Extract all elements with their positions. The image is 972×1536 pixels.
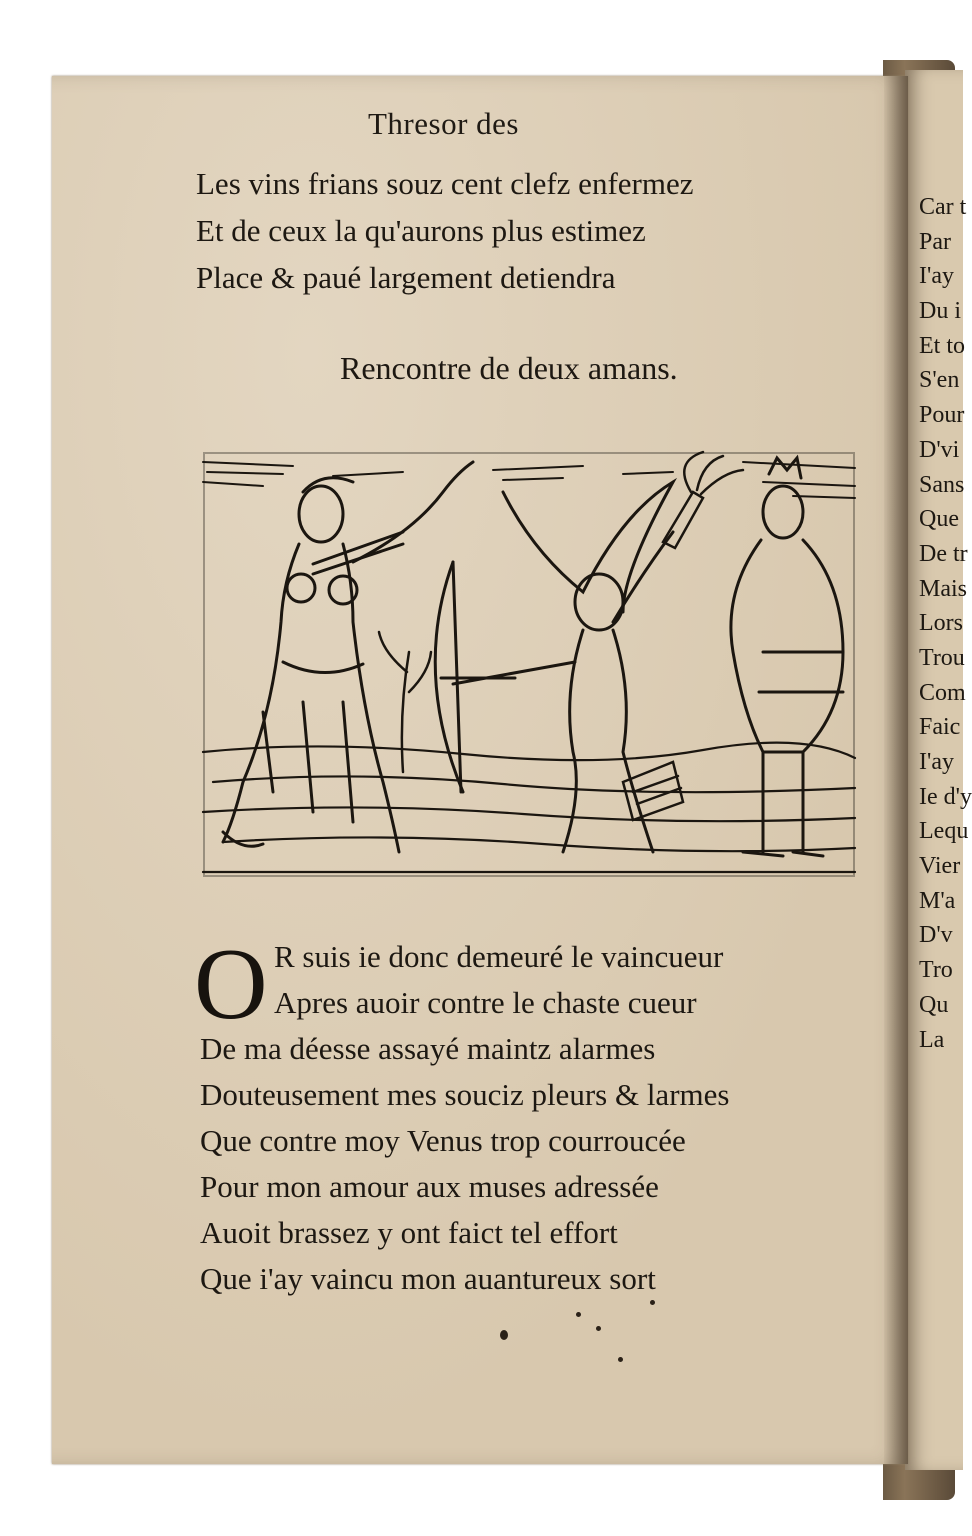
poem-line: Apres auoir contre le chaste cueur — [274, 985, 697, 1020]
poem-line: Douteusement mes souciz pleurs & larmes — [200, 1077, 730, 1112]
facing-line: Lors — [919, 610, 963, 637]
ink-speck — [650, 1300, 655, 1305]
facing-line: S'en — [919, 367, 960, 394]
facing-line: Du i — [919, 298, 961, 325]
verse-line: Et de ceux la qu'aurons plus estimez — [196, 213, 646, 248]
poem-line: Que i'ay vaincu mon auantureux sort — [200, 1261, 656, 1296]
poem-line: Auoit brassez y ont faict tel effort — [200, 1215, 618, 1250]
facing-line: Trou — [919, 644, 965, 671]
facing-line: Que — [919, 506, 959, 533]
ink-speck — [500, 1330, 508, 1340]
ink-speck — [618, 1357, 623, 1362]
facing-line: De tr — [919, 540, 968, 567]
facing-line: Pour — [919, 402, 965, 429]
facing-line: Sans — [919, 471, 965, 498]
facing-line: La — [919, 1026, 945, 1053]
facing-line: Par — [919, 228, 951, 255]
facing-line: Lequ — [919, 818, 969, 845]
man-figure-icon — [731, 458, 843, 856]
verse-line: Place & paué largement detiendra — [196, 260, 616, 295]
woodcut-illustration — [203, 452, 855, 877]
facing-line: I'ay — [919, 263, 954, 290]
facing-line: Com — [919, 679, 966, 706]
section-title: Rencontre de deux amans. — [340, 350, 678, 386]
facing-page-text — [919, 190, 972, 1057]
verse-line: Les vins frians souz cent clefz enfermez — [196, 166, 694, 201]
cupid-figure-icon — [435, 482, 673, 852]
facing-line: Car t — [919, 194, 967, 220]
poem-line: Que contre moy Venus trop courroucée — [200, 1123, 686, 1158]
facing-line: Faic — [919, 714, 961, 741]
facing-line: D'v — [919, 922, 953, 949]
facing-line: Et to — [919, 332, 965, 359]
top-verse — [196, 160, 693, 301]
gutter-shadow — [884, 76, 908, 1464]
poem-line: R suis ie donc demeuré le vaincueur — [274, 939, 724, 974]
drop-cap: O — [194, 928, 268, 1041]
sky-lines-icon — [203, 462, 855, 498]
woodcut-svg — [203, 452, 855, 877]
facing-line: Qu — [919, 991, 949, 1018]
facing-line: I'ay — [919, 749, 954, 775]
facing-line: Tro — [919, 957, 953, 984]
poem-line: De ma déesse assayé maintz alarmes — [200, 1031, 656, 1066]
torch-icon — [663, 452, 743, 548]
running-head: Thresor des — [368, 106, 519, 141]
ink-speck — [596, 1326, 601, 1331]
poem-line: Pour mon amour aux muses adressée — [200, 1169, 659, 1204]
facing-line: M'a — [919, 887, 956, 914]
facing-line: Vier — [919, 853, 961, 880]
poem — [200, 934, 729, 1302]
facing-line: Ie d'y — [919, 783, 972, 810]
ink-speck — [576, 1312, 581, 1317]
facing-line: Mais — [919, 575, 967, 602]
facing-line: D'vi — [919, 436, 960, 463]
